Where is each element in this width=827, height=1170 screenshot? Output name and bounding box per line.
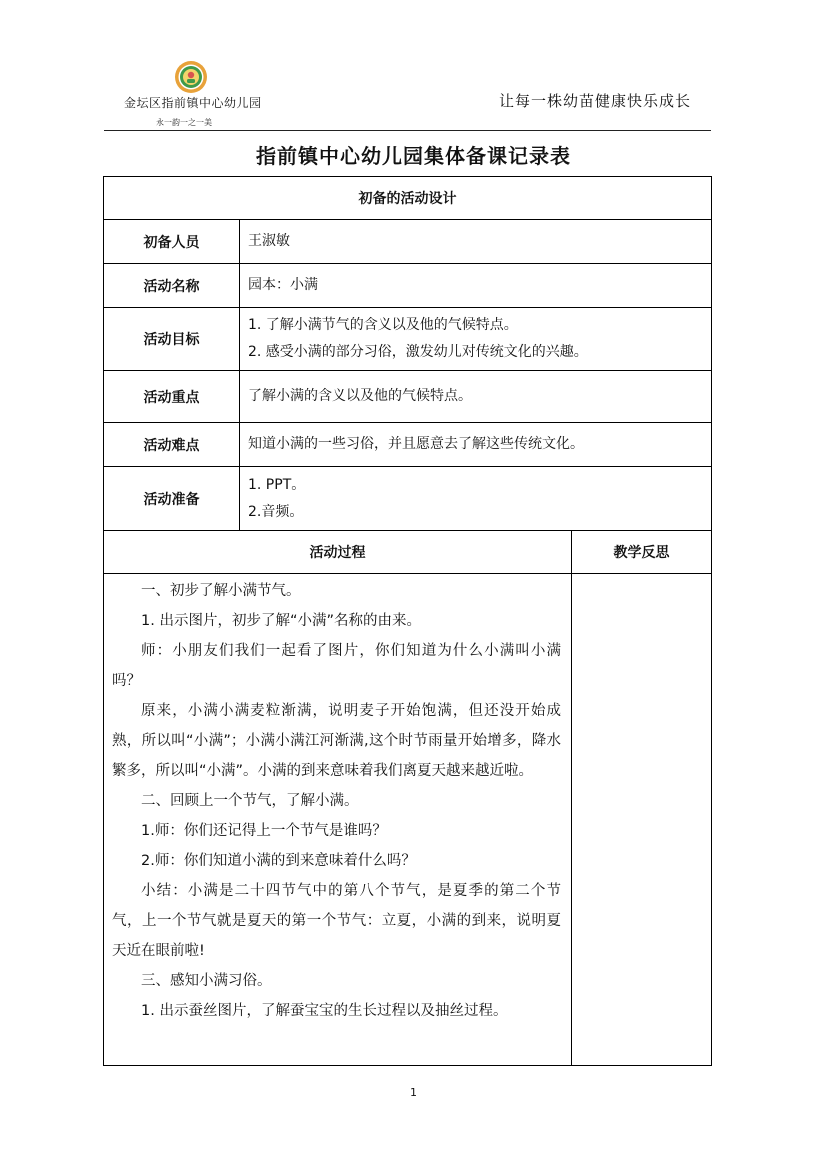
table-row	[104, 264, 712, 308]
row-value-line: 了解小满的含义以及他的气候特点。	[248, 388, 472, 404]
reflection-content	[572, 574, 712, 1066]
row-label: 活动准备	[104, 467, 240, 531]
row-value-line: 王淑敏	[248, 233, 290, 249]
table-row	[104, 467, 712, 531]
row-value	[240, 467, 712, 531]
process-paragraph: 一、初步了解小满节气。	[141, 583, 301, 599]
process-paragraph: 2.师：你们知道小满的到来意味着什么吗？	[141, 853, 416, 869]
row-value-line: 2.音频。	[248, 503, 304, 520]
process-content	[104, 574, 572, 1066]
row-label: 活动难点	[104, 423, 240, 467]
process-paragraph: 二、回顾上一个节气，了解小满。	[141, 793, 359, 809]
school-motto: 永一韵一之一美	[156, 118, 212, 127]
row-value-line: 园本：小满	[248, 277, 318, 293]
kindergarten-logo-icon	[174, 60, 208, 94]
table-row	[104, 220, 712, 264]
page-number: 1	[410, 1086, 417, 1099]
process-header-row	[104, 531, 712, 574]
row-value	[240, 220, 712, 264]
process-paragraph: 三、感知小满习俗。	[141, 973, 272, 989]
reflection-column-header: 教学反思	[572, 531, 712, 574]
row-value-line: 1. 了解小满节气的含义以及他的气候特点。	[248, 317, 518, 333]
process-paragraph: 小结：小满是二十四节气中的第八个节气，是夏季的第二个节气，上一个节气就是夏天的第一个节气：立夏，小满的到来，说明夏天近在眼前啦!	[112, 883, 561, 959]
process-paragraph: 师：小朋友们我们一起看了图片，你们知道为什么小满叫小满吗？	[112, 643, 561, 689]
table-row	[104, 308, 712, 371]
row-label: 活动名称	[104, 264, 240, 308]
process-paragraph: 1. 出示蚕丝图片，了解蚕宝宝的生长过程以及抽丝过程。	[141, 1003, 508, 1019]
page-header	[0, 0, 827, 130]
process-paragraph: 1. 出示图片，初步了解“小满”名称的由来。	[141, 613, 421, 629]
row-value-line: 1. PPT。	[248, 476, 306, 493]
row-value	[240, 423, 712, 467]
school-name: 金坛区指前镇中心幼儿园	[124, 96, 262, 110]
row-value-line: 知道小满的一些习俗，并且愿意去了解这些传统文化。	[248, 436, 584, 452]
row-value	[240, 264, 712, 308]
row-label: 初备人员	[104, 220, 240, 264]
process-paragraph: 1.师：你们还记得上一个节气是谁吗？	[141, 823, 387, 839]
section-header-row	[104, 177, 712, 220]
row-value-line: 2. 感受小满的部分习俗，激发幼儿对传统文化的兴趣。	[248, 344, 588, 360]
row-value	[240, 371, 712, 423]
table-row	[104, 371, 712, 423]
process-content-row	[104, 574, 712, 1066]
row-label: 活动重点	[104, 371, 240, 423]
table-row	[104, 423, 712, 467]
row-label: 活动目标	[104, 308, 240, 371]
header-divider	[104, 130, 711, 131]
section-title: 初备的活动设计	[104, 177, 712, 220]
lesson-plan-table	[103, 176, 712, 1066]
header-slogan: 让每一株幼苗健康快乐成长	[499, 92, 692, 110]
process-column-header: 活动过程	[104, 531, 572, 574]
row-value	[240, 308, 712, 371]
document-title: 指前镇中心幼儿园集体备课记录表	[256, 144, 571, 168]
process-paragraph: 原来，小满小满麦粒渐满，说明麦子开始饱满，但还没开始成熟，所以叫“小满”；小满小满江河渐满,这个时节雨量开始增多，降水繁多，所以叫“小满”。小满的到来意味着我们离夏天越来越近啦。	[112, 703, 561, 779]
